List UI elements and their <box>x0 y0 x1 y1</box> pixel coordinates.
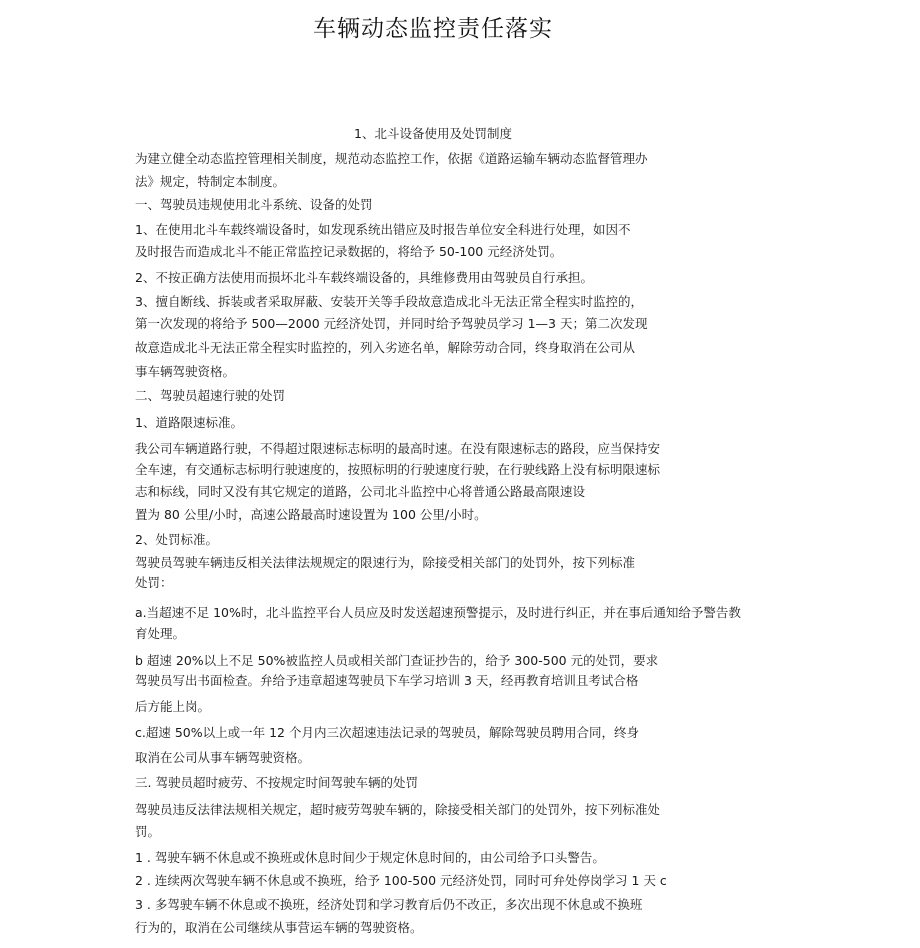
paragraph-line: 3、擅自断线、拆装或者采取屏蔽、安装开关等手段故意造成北斗无法正常全程实时监控的， <box>135 294 643 309</box>
paragraph-line: b 超速 20%以上不足 50%被监控人员或相关部门查证抄告的，给予 300-500 元的处罚，要求 <box>135 653 659 668</box>
paragraph-line: 1 . 驾驶车辆不休息或不换班或休息时间少于规定休息时间的，由公司给予口头警告。 <box>135 850 605 865</box>
paragraph-line: 处罚： <box>135 575 173 590</box>
paragraph-line: 法》规定，特制定本制度。 <box>135 174 286 189</box>
section-heading: 三. 驾驶员超时疲劳、不按规定时间驾驶车辆的处罚 <box>135 775 418 790</box>
paragraph-line: 育处理。 <box>135 626 186 641</box>
document-title: 车辆动态监控责任落实 <box>313 16 553 42</box>
paragraph-line: 罚。 <box>135 824 161 839</box>
paragraph-line: 2 . 连续两次驾驶车辆不休息或不换班，给予 100-500 元经济处罚，同时可弁处停岗学习 1 天 c <box>135 873 667 888</box>
paragraph-line: 事车辆驾驶资格。 <box>135 364 236 379</box>
paragraph-line: 行为的，取消在公司继续从事营运车辆的驾驶资格。 <box>135 920 423 935</box>
paragraph-line: 驾驶员写出书面检查。弁给予违章超速驾驶员下车学习培训 3 天，经再教育培训且考试合格 <box>135 673 639 688</box>
paragraph-line: 为建立健全动态监控管理相关制度，规范动态监控工作，依据《道路运输车辆动态监督管理办 <box>135 151 648 166</box>
section-subtitle: 1、北斗设备使用及处罚制度 <box>354 126 512 141</box>
paragraph-line: 1、在使用北斗车载终端设备时，如发现系统出错应及时报告单位安全科进行处理，如因不 <box>135 222 631 237</box>
paragraph-line: 后方能上岗。 <box>135 699 211 714</box>
subsection-heading: 2、处罚标准。 <box>135 532 218 547</box>
paragraph-line: 置为 80 公里/小时，高速公路最高时速设置为 100 公里/小时。 <box>135 507 487 522</box>
paragraph-line: 志和标线，同时又没有其它规定的道路，公司北斗监控中心将普通公路最高限速设 <box>135 484 586 499</box>
paragraph-line: a.当超速不足 10%时，北斗监控平台人员应及时发送超速预警提示，及时进行纠正，并在事后通知给予警告教 <box>135 605 741 620</box>
section-heading: 一、驾驶员违规使用北斗系统、设备的处罚 <box>135 197 373 212</box>
section-heading: 二、驾驶员超速行驶的处罚 <box>135 388 286 403</box>
subsection-heading: 1、道路限速标准。 <box>135 415 243 430</box>
paragraph-line: 2、不按正确方法使用而损坏北斗车载终端设备的，具维修费用由驾驶员自行承担。 <box>135 270 593 285</box>
paragraph-line: 驾驶员驾驶车辆违反相关法律法规规定的限速行为，除接受相关部门的处罚外，按下列标准 <box>135 555 636 570</box>
paragraph-line: 3 . 多驾驶车辆不休息或不换班，经济处罚和学习教育后仍不改正，多次出现不休息或不换班 <box>135 897 643 912</box>
paragraph-line: c.超速 50%以上或一年 12 个月内三次超速违法记录的驾驶员，解除驾驶员聘用合同，终身 <box>135 725 639 740</box>
paragraph-line: 全车速，有交通标志标明行驶速度的，按照标明的行驶速度行驶，在行驶线路上没有标明限速标 <box>135 462 661 477</box>
paragraph-line: 取消在公司从事车辆驾驶资格。 <box>135 750 311 765</box>
paragraph-line: 我公司车辆道路行驶，不得超过限速标志标明的最高时速。在没有限速标志的路段，应当保持安 <box>135 441 661 456</box>
paragraph-line: 故意造成北斗无法正常全程实时监控的，列入劣迹名单，解除劳动合同，终身取消在公司从 <box>135 340 636 355</box>
paragraph-line: 驾驶员违反法律法规相关规定，超时疲劳驾驶车辆的，除接受相关部门的处罚外，按下列标准处 <box>135 802 661 817</box>
paragraph-line: 第一次发现的将给予 500—2000 元经济处罚，并同时给予驾驶员学习 1—3 天；第二次发现 <box>135 316 648 331</box>
paragraph-line: 及时报告而造成北斗不能正常监控记录数据的，将给予 50-100 元经济处罚。 <box>135 244 563 259</box>
